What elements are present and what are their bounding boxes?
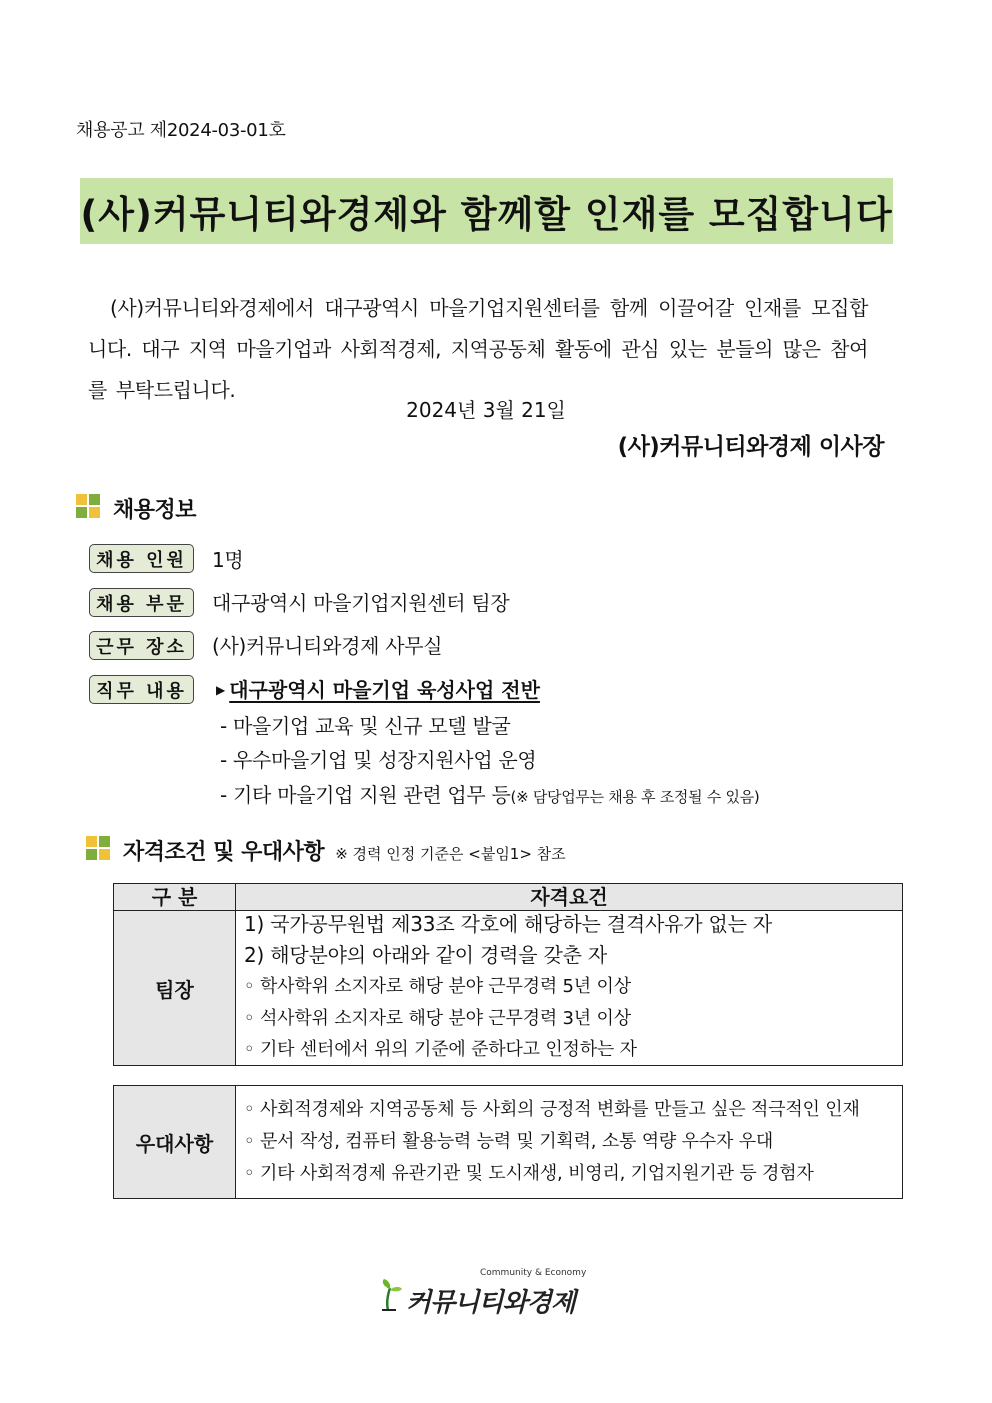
section-bullet-icon [86,836,112,862]
notice-number: 채용공고 제2024-03-01호 [76,120,286,141]
preference-item: ◦ 문서 작성, 컴퓨터 활용능력 능력 및 기획력, 소통 역량 우수자 우대 [244,1131,774,1152]
triangle-arrow-icon: ▶ [216,683,226,697]
section-title-recruit-info: 채용정보 [113,498,197,523]
requirements-cell [236,911,903,1066]
duty-item: - 우수마을기업 및 성장지원사업 운영 [220,748,537,772]
announcement-date: 2024년 3월 21일 [406,398,566,422]
table-category-preference: 우대사항 [114,1086,236,1199]
requirement-item: ◦ 학사학위 소지자로 해당 분야 근무경력 5년 이상 [244,976,631,997]
label-headcount: 채용 인원 [89,544,194,573]
table-header-requirements: 자격요건 [236,884,903,911]
title-banner [80,178,893,244]
section-title-qualifications: 자격조건 및 우대사항 [123,840,325,865]
preference-item: ◦ 사회적경제와 지역공동체 등 사회의 긍정적 변화를 만들고 싶은 적극적인 인재 [244,1099,860,1120]
label-department: 채용 부문 [89,588,194,617]
section-bullet-icon [76,494,102,520]
table-header-category: 구 분 [114,884,236,911]
duty-item: - 기타 마을기업 지원 관련 업무 등 [220,783,511,807]
section-note: ※ 경력 인정 기준은 <붙임1> 참조 [335,845,566,863]
logo-wordmark: 커뮤니티와경제 [406,1288,575,1318]
duty-note: (※ 담당업무는 채용 후 조정될 수 있음) [510,788,760,806]
value-headcount: 1명 [212,548,244,572]
table-row [114,1086,903,1199]
signer: (사)커뮤니티와경제 이사장 [617,434,884,460]
table-header-row [114,884,903,911]
section-title-row [123,835,566,866]
requirement-item: 1) 국가공무원법 제33조 각호에 해당하는 결격사유가 없는 자 [244,912,773,936]
qualification-table [113,883,903,1066]
requirement-item: ◦ 석사학위 소지자로 해당 분야 근무경력 3년 이상 [244,1008,631,1029]
page-title: (사)커뮤니티와경제와 함께할 인재를 모집합니다 [80,193,893,236]
label-workplace: 근무 장소 [89,631,194,660]
value-department: 대구광역시 마을기업지원센터 팀장 [212,591,510,615]
duty-item: - 마을기업 교육 및 신규 모델 발굴 [220,714,511,738]
requirement-item: 2) 해당분야의 아래와 같이 경력을 갖춘 자 [244,943,607,967]
logo-tagline: Community & Economy [480,1268,587,1278]
sprout-icon [378,1278,406,1312]
requirement-item: ◦ 기타 센터에서 위의 기준에 준하다고 인정하는 자 [244,1039,637,1060]
organization-logo [378,1268,587,1318]
table-row [114,911,903,1066]
value-workplace: (사)커뮤니티와경제 사무실 [212,634,443,658]
preference-item: ◦ 기타 사회적경제 유관기관 및 도시재생, 비영리, 기업지원기관 등 경험자 [244,1163,814,1184]
table-category-team-lead: 팀장 [114,911,236,1066]
intro-paragraph: (사)커뮤니티와경제에서 대구광역시 마을기업지원센터를 함께 이끌어갈 인재를 모집합니다. 대구 지역 마을기업과 사회적경제, 지역공동체 활동에 관심 있는 분들의 많은 참여를 부탁드립니다. [88,296,868,402]
duty-heading [216,674,540,703]
label-duties: 직무 내용 [89,675,194,704]
duty-item-with-note [220,779,759,808]
preference-cell [236,1086,903,1199]
preference-table [113,1085,903,1199]
duty-heading-text: 대구광역시 마을기업 육성사업 전반 [229,678,540,702]
